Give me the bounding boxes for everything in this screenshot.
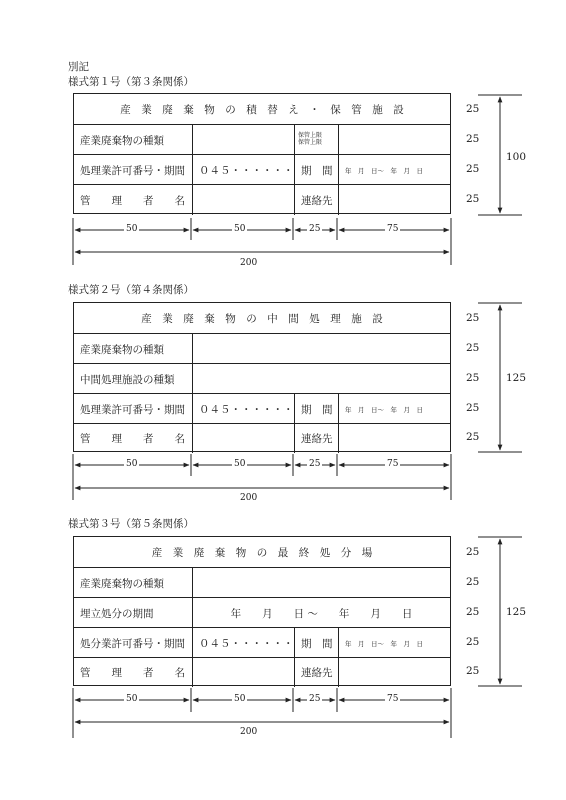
form2-value-facility: [192, 364, 450, 394]
form2-total-width: 200: [240, 493, 258, 503]
form1-caption: 様式第１号（第３条関係）: [68, 76, 194, 88]
form2-label-type: 産業廃棄物の種類: [80, 343, 164, 356]
form3-width-4: 75: [387, 694, 399, 704]
form1-width-4: 75: [387, 224, 399, 234]
form3-width-2: 50: [234, 694, 246, 704]
form2-row-manager: [74, 423, 450, 453]
form3-row-permit: [74, 627, 450, 658]
form2-sign: [73, 302, 451, 452]
form2-width-4: 75: [387, 459, 399, 469]
form1-width-1: 50: [126, 224, 138, 234]
form1-row-height-3: 25: [466, 163, 480, 175]
form1-row-height-4: 25: [466, 193, 480, 205]
form1-contact-value: [338, 185, 450, 215]
form2-width-3: 25: [309, 459, 321, 469]
form1-row-manager: [74, 184, 450, 215]
form2-width-2: 50: [234, 459, 246, 469]
form1-label-type: 産業廃棄物の種類: [80, 134, 164, 147]
form2-row-type: [74, 333, 450, 364]
form1-row-permit: [74, 154, 450, 185]
form2-label-period: 期 間: [294, 394, 338, 424]
form1-storage-value: [338, 125, 450, 155]
form1-total-width: 200: [240, 258, 258, 268]
form1-storage-limit: 保管上限 保管上限: [294, 125, 338, 155]
form1-permit-number: ０４５・・・・・・: [192, 155, 294, 185]
form1-row-height-2: 25: [466, 133, 480, 145]
form3-title: 産 業 廃 棄 物 の 最 終 処 分 場: [151, 546, 373, 559]
form3-label-period: 期 間: [294, 628, 338, 658]
form3-label-permit: 処分業許可番号・期間: [80, 637, 185, 650]
form3-label-type: 産業廃棄物の種類: [80, 577, 164, 590]
form3-value-type: [192, 568, 450, 598]
form3-title-row: [74, 537, 450, 567]
form3-row-height-5: 25: [466, 665, 480, 677]
form3-row-height-1: 25: [466, 546, 480, 558]
form3-row-height-3: 25: [466, 606, 480, 618]
form1-sign: [73, 93, 451, 214]
form3-label-landfill: 埋立処分の期間: [80, 607, 154, 620]
form3-label-contact: 連絡先: [294, 658, 338, 687]
form3-row-manager: [74, 657, 450, 687]
form3-row-height-4: 25: [466, 636, 480, 648]
form1-title-row: [74, 94, 450, 124]
form1-row-height-1: 25: [466, 103, 480, 115]
form3-sign: [73, 536, 451, 686]
form2-row-facility: [74, 363, 450, 394]
form3-manager-value: [192, 658, 294, 687]
form1-period-value: 年 月 日～ 年 月 日: [338, 155, 450, 185]
form1-width-2: 50: [234, 224, 246, 234]
form2-row-height-3: 25: [466, 372, 480, 384]
form3-label-manager: 管 理 者 名: [80, 667, 185, 679]
form1-width-3: 25: [309, 224, 321, 234]
form2-title-row: [74, 303, 450, 333]
form2-manager-value: [192, 424, 294, 453]
form1-title: 産 業 廃 棄 物 の 積 替 え ・ 保 管 施 設: [120, 103, 404, 116]
form3-permit-number: ０４５・・・・・・: [192, 628, 294, 658]
form3-row-type: [74, 567, 450, 598]
form3-period-value: 年 月 日～ 年 月 日: [338, 628, 450, 658]
form2-label-manager: 管 理 者 名: [80, 433, 185, 445]
form2-period-value: 年 月 日～ 年 月 日: [338, 394, 450, 424]
form3-caption: 様式第３号（第５条関係）: [68, 518, 194, 530]
form2-permit-number: ０４５・・・・・・: [192, 394, 294, 424]
form3-total-width: 200: [240, 727, 258, 737]
form2-row-height-4: 25: [466, 402, 480, 414]
form3-width-1: 50: [126, 694, 138, 704]
form2-row-height-1: 25: [466, 312, 480, 324]
form1-value-type: [192, 125, 294, 155]
form2-contact-value: [338, 424, 450, 453]
form2-row-height-2: 25: [466, 342, 480, 354]
form1-row-type: [74, 124, 450, 155]
form1-manager-value: [192, 185, 294, 215]
form1-label-contact: 連絡先: [294, 185, 338, 215]
form2-title: 産 業 廃 棄 物 の 中 間 処 理 施 設: [141, 312, 383, 325]
form3-row-landfill: [74, 597, 450, 628]
form3-row-height-2: 25: [466, 576, 480, 588]
form3-contact-value: [338, 658, 450, 687]
form2-total-height: 125: [506, 372, 527, 384]
form2-label-facility: 中間処理施設の種類: [80, 373, 175, 386]
form2-label-permit: 処理業許可番号・期間: [80, 403, 185, 416]
page-note: 別記: [68, 61, 89, 73]
form1-total-height: 100: [506, 151, 527, 163]
form2-caption: 様式第２号（第４条関係）: [68, 284, 194, 296]
form2-row-permit: [74, 393, 450, 424]
form3-landfill-period: 年 月 日 ～ 年 月 日: [192, 598, 450, 628]
form2-width-1: 50: [126, 459, 138, 469]
form1-label-manager: 管 理 者 名: [80, 194, 185, 207]
form2-row-height-5: 25: [466, 431, 480, 443]
form2-label-contact: 連絡先: [294, 424, 338, 453]
form3-total-height: 125: [506, 606, 527, 618]
form2-value-type: [192, 334, 450, 364]
form1-label-period: 期 間: [294, 155, 338, 185]
form1-label-permit: 処理業許可番号・期間: [80, 164, 185, 177]
form3-width-3: 25: [309, 694, 321, 704]
